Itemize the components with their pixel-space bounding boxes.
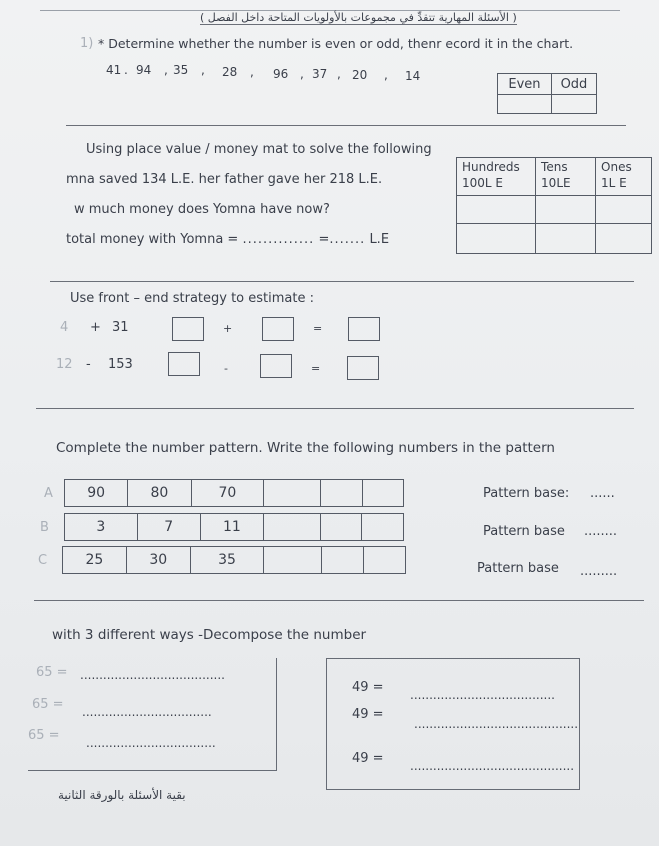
- q2-line3-prefix: total money with Yomna =: [66, 232, 243, 247]
- sep-6: ,: [337, 67, 341, 81]
- pattern-b-cell-1: 3: [65, 514, 138, 541]
- left-eq-3-lead: 65 =: [28, 728, 60, 743]
- pattern-base-blank-a[interactable]: ......: [590, 486, 615, 501]
- q5-instruction: with 3 different ways -Decompose the number: [52, 627, 367, 643]
- left-eq-1-lead: 65 =: [36, 665, 68, 680]
- q2-instruction: Using place value / money mat to solve the following: [86, 142, 432, 157]
- sep-3: ,: [201, 63, 205, 77]
- number-35: 35: [173, 63, 189, 77]
- hundreds-label: Hundreds: [462, 160, 520, 174]
- right-eq-1-blank[interactable]: ......................................: [410, 688, 555, 702]
- q2-line1: mna saved 134 L.E. her father gave her 218 L.E.: [66, 172, 383, 187]
- pattern-base-label-a: Pattern base:: [483, 486, 570, 501]
- q3-row1-op: +: [90, 320, 101, 335]
- mat-cell-tens-2[interactable]: [536, 224, 596, 254]
- left-eq-2-lead: 65 =: [32, 697, 64, 712]
- ones-header: [596, 158, 652, 196]
- left-eq-1-blank[interactable]: ......................................: [80, 668, 225, 682]
- pattern-a-cell-4[interactable]: [264, 480, 321, 507]
- q3-row1-lead: 4: [60, 320, 69, 335]
- ones-label: Ones: [601, 160, 632, 174]
- estimate-box-1b[interactable]: [262, 317, 294, 341]
- tens-header: [536, 158, 596, 196]
- pattern-row-c: [62, 546, 406, 574]
- pattern-a-cell-5[interactable]: [321, 480, 362, 507]
- pattern-base-label-b: Pattern base: [483, 524, 565, 539]
- mat-cell-ones-1[interactable]: [596, 196, 652, 224]
- q2-line3-unit: L.E: [369, 232, 390, 247]
- sep-1: .: [124, 63, 128, 77]
- estimate-box-1c[interactable]: [348, 317, 380, 341]
- pattern-base-blank-b[interactable]: ........: [584, 524, 618, 539]
- sep-5: ,: [300, 67, 304, 81]
- pattern-a-cell-1: 90: [65, 480, 128, 507]
- pattern-base-label-c: Pattern base: [477, 561, 559, 576]
- pattern-base-blank-c[interactable]: .........: [580, 564, 618, 579]
- divider-4: [34, 600, 644, 601]
- q1-instruction: * Determine whether the number is even or odd, thenr ecord it in the chart.: [98, 36, 574, 51]
- q4-row-b-marker: B: [40, 520, 49, 535]
- q3-row2-op2: -: [224, 362, 228, 375]
- number-37: 37: [312, 67, 328, 81]
- q3-row2-eq: =: [311, 362, 321, 375]
- q4-row-c-marker: C: [38, 553, 48, 568]
- sep-7: ,: [384, 68, 388, 82]
- mat-cell-tens-1[interactable]: [536, 196, 596, 224]
- right-eq-3-lead: 49 =: [352, 751, 384, 766]
- pattern-row-a: [64, 479, 404, 507]
- mat-cell-hundreds-2[interactable]: [457, 224, 536, 254]
- footer-note: بقية الأسئلة بالورقة الثانية: [58, 788, 186, 802]
- q4-instruction: Complete the number pattern. Write the following numbers in the pattern: [56, 440, 555, 456]
- even-header: Even: [498, 74, 552, 95]
- pattern-b-cell-5[interactable]: [320, 514, 362, 541]
- pattern-a-cell-3: 70: [191, 480, 264, 507]
- number-20: 20: [352, 68, 368, 82]
- pattern-row-b: [64, 513, 404, 541]
- pattern-c-cell-1: 25: [63, 547, 127, 574]
- even-odd-chart: [497, 73, 597, 114]
- ones-value: 1L E: [601, 176, 627, 190]
- hundreds-header: [457, 158, 536, 196]
- odd-header: Odd: [551, 74, 596, 95]
- answer-blank-2[interactable]: .......: [329, 232, 366, 247]
- header-title: ( الأسئلة المهارية تتقدِّ في مجموعات بالأولويات المتاحة داخل الفصل ): [200, 11, 517, 24]
- q3-row2-lead: 12: [56, 357, 73, 372]
- pattern-a-cell-6[interactable]: [362, 480, 403, 507]
- pattern-b-cell-2: 7: [137, 514, 200, 541]
- estimate-box-1a[interactable]: [172, 317, 204, 341]
- right-eq-1-lead: 49 =: [352, 680, 384, 695]
- q3-row1-num: 31: [112, 320, 129, 335]
- pattern-b-cell-4[interactable]: [264, 514, 321, 541]
- pattern-b-cell-6[interactable]: [362, 514, 404, 541]
- pattern-c-cell-2: 30: [126, 547, 190, 574]
- pattern-c-cell-6[interactable]: [363, 547, 405, 574]
- sep-4: ,: [250, 65, 254, 79]
- answer-blank-1[interactable]: ..............: [242, 232, 315, 247]
- tens-value: 10LE: [541, 176, 571, 190]
- mat-cell-hundreds-1[interactable]: [457, 196, 536, 224]
- number-28: 28: [222, 65, 238, 79]
- estimate-box-2c[interactable]: [347, 356, 379, 380]
- pattern-b-cell-3: 11: [200, 514, 263, 541]
- odd-answer-cell[interactable]: [551, 95, 596, 114]
- number-14: 14: [405, 69, 421, 83]
- left-eq-2-blank[interactable]: ..................................: [82, 705, 212, 719]
- divider-2: [50, 281, 634, 282]
- right-eq-2-lead: 49 =: [352, 707, 384, 722]
- mat-cell-ones-2[interactable]: [596, 224, 652, 254]
- left-eq-3-blank[interactable]: ..................................: [86, 736, 216, 750]
- q4-row-a-marker: A: [44, 486, 53, 501]
- q3-row2-num: 153: [108, 357, 133, 372]
- q3-row1-op2: +: [223, 322, 233, 335]
- divider-1: [66, 125, 626, 126]
- q2-line3-eq: =: [318, 232, 330, 247]
- q3-row2-op: -: [86, 357, 91, 372]
- sep-2: ,: [164, 63, 168, 77]
- q3-row1-eq: =: [313, 322, 323, 335]
- q2-line2: w much money does Yomna have now?: [74, 202, 330, 217]
- q1-marker: 1): [80, 36, 94, 51]
- even-answer-cell[interactable]: [498, 95, 552, 114]
- right-eq-2-blank[interactable]: ...........................................: [414, 717, 579, 731]
- q3-instruction: Use front – end strategy to estimate :: [70, 291, 314, 306]
- number-94: 94: [136, 63, 152, 77]
- q2-line3: [66, 232, 389, 247]
- hundreds-value: 100L E: [462, 176, 503, 190]
- pattern-c-cell-4[interactable]: [264, 547, 322, 574]
- number-96: 96: [273, 67, 289, 81]
- estimate-box-2b[interactable]: [260, 354, 292, 378]
- money-mat: [456, 157, 652, 254]
- pattern-c-cell-5[interactable]: [321, 547, 363, 574]
- number-41: 41: [106, 63, 122, 77]
- estimate-box-2a[interactable]: [168, 352, 200, 376]
- right-eq-3-blank[interactable]: ...........................................: [410, 759, 575, 773]
- tens-label: Tens: [541, 160, 568, 174]
- divider-3: [36, 408, 634, 409]
- pattern-c-cell-3: 35: [190, 547, 264, 574]
- pattern-a-cell-2: 80: [128, 480, 191, 507]
